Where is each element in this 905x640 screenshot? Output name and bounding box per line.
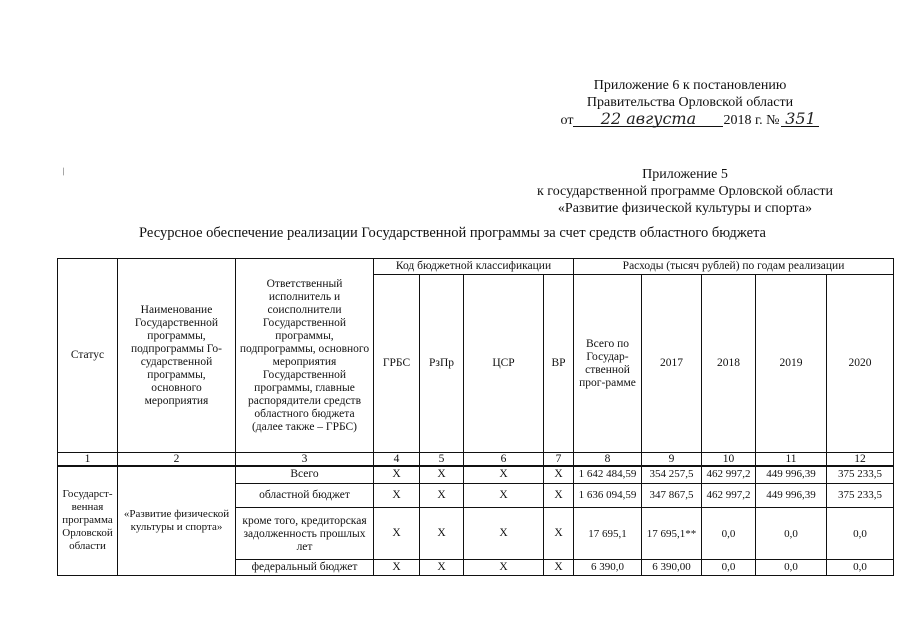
cell-vr: X xyxy=(544,483,574,507)
document-title: Ресурсное обеспечение реализации Государственной программы за счет средств областного бюджета xyxy=(139,225,766,241)
appendix-6-header xyxy=(520,77,860,129)
col-num-4: 4 xyxy=(374,453,420,467)
cell-2018: 0,0 xyxy=(702,507,756,559)
header-row-1 xyxy=(58,259,894,275)
row-label: областной бюджет xyxy=(236,483,374,507)
appendix-5-line-1: Приложение 5 xyxy=(642,167,728,182)
cell-grbs: X xyxy=(374,507,420,559)
program-name-cell: «Развитие физической культуры и спорта» xyxy=(118,466,236,575)
header-name: Наименование Государственной программы, подпрограммы Го-сударственной программы, основного мероприятия xyxy=(118,259,236,453)
cell-2018: 462 997,2 xyxy=(702,483,756,507)
header-2017: 2017 xyxy=(642,275,702,453)
handwritten-date: 22 августа xyxy=(573,111,723,127)
cell-vr: X xyxy=(544,559,574,575)
cell-grbs: X xyxy=(374,483,420,507)
row-label: федеральный бюджет xyxy=(236,559,374,575)
cell-2017: 6 390,00 xyxy=(642,559,702,575)
header-total: Всего по Государ-ственной прог-рамме xyxy=(574,275,642,453)
row-label: Всего xyxy=(236,466,374,483)
cell-csr: X xyxy=(464,507,544,559)
cell-2019: 0,0 xyxy=(756,559,827,575)
cell-rzpr: X xyxy=(420,483,464,507)
pen-mark: / xyxy=(60,165,68,179)
cell-total: 1 642 484,59 xyxy=(574,466,642,483)
cell-total: 1 636 094,59 xyxy=(574,483,642,507)
col-num-12: 12 xyxy=(827,453,894,467)
cell-rzpr: X xyxy=(420,507,464,559)
cell-rzpr: X xyxy=(420,466,464,483)
cell-2017: 347 867,5 xyxy=(642,483,702,507)
col-num-7: 7 xyxy=(544,453,574,467)
col-num-8: 8 xyxy=(574,453,642,467)
cell-2019: 449 996,39 xyxy=(756,483,827,507)
handwritten-number: 351 xyxy=(781,111,819,127)
header-rzpr: РзПр xyxy=(420,275,464,453)
cell-grbs: X xyxy=(374,466,420,483)
year-part: 2018 г. № xyxy=(723,113,780,128)
header-2019: 2019 xyxy=(756,275,827,453)
status-cell: Государст-венная программа Орловской области xyxy=(58,466,118,575)
table-row xyxy=(58,466,894,483)
appendix-6-line-1: Приложение 6 к постановлению xyxy=(593,78,787,93)
row-label: кроме того, кредиторская задолженность прошлых лет xyxy=(236,507,374,559)
header-vr: ВР xyxy=(544,275,574,453)
cell-grbs: X xyxy=(374,559,420,575)
cell-csr: X xyxy=(464,466,544,483)
cell-2017: 354 257,5 xyxy=(642,466,702,483)
header-status: Статус xyxy=(58,259,118,453)
header-2018: 2018 xyxy=(702,275,756,453)
header-responsible: Ответственный исполнитель и соисполнители Государственной программы, подпрограммы, основного мероприятия Государственной программы, главные распорядители средств областного бюджета (далее также – ГРБС) xyxy=(236,259,374,453)
col-num-10: 10 xyxy=(702,453,756,467)
appendix-6-date-line xyxy=(520,111,860,129)
cell-total: 17 695,1 xyxy=(574,507,642,559)
cell-2019: 449 996,39 xyxy=(756,466,827,483)
cell-2020: 375 233,5 xyxy=(827,483,894,507)
appendix-5-line-2: к государственной программе Орловской области xyxy=(537,184,833,199)
appendix-5-header xyxy=(500,166,870,217)
resource-table xyxy=(57,258,894,576)
cell-csr: X xyxy=(464,483,544,507)
cell-2018: 0,0 xyxy=(702,559,756,575)
col-num-11: 11 xyxy=(756,453,827,467)
appendix-5-line-3: «Развитие физической культуры и спорта» xyxy=(557,201,813,216)
cell-total: 6 390,0 xyxy=(574,559,642,575)
cell-rzpr: X xyxy=(420,559,464,575)
col-num-2: 2 xyxy=(118,453,236,467)
cell-csr: X xyxy=(464,559,544,575)
header-2020: 2020 xyxy=(827,275,894,453)
cell-vr: X xyxy=(544,507,574,559)
appendix-6-line-2: Правительства Орловской области xyxy=(586,95,794,110)
cell-2017: 17 695,1** xyxy=(642,507,702,559)
col-num-1: 1 xyxy=(58,453,118,467)
from-prefix: от xyxy=(560,113,574,128)
cell-2018: 462 997,2 xyxy=(702,466,756,483)
column-numbers-row xyxy=(58,453,894,467)
header-grbs: ГРБС xyxy=(374,275,420,453)
col-num-9: 9 xyxy=(642,453,702,467)
cell-2020: 0,0 xyxy=(827,559,894,575)
col-num-6: 6 xyxy=(464,453,544,467)
cell-2019: 0,0 xyxy=(756,507,827,559)
cell-2020: 0,0 xyxy=(827,507,894,559)
col-num-3: 3 xyxy=(236,453,374,467)
header-expenses-group: Расходы (тысяч рублей) по годам реализации xyxy=(574,259,894,275)
col-num-5: 5 xyxy=(420,453,464,467)
header-budget-code-group: Код бюджетной классификации xyxy=(374,259,574,275)
cell-2020: 375 233,5 xyxy=(827,466,894,483)
cell-vr: X xyxy=(544,466,574,483)
header-csr: ЦСР xyxy=(464,275,544,453)
